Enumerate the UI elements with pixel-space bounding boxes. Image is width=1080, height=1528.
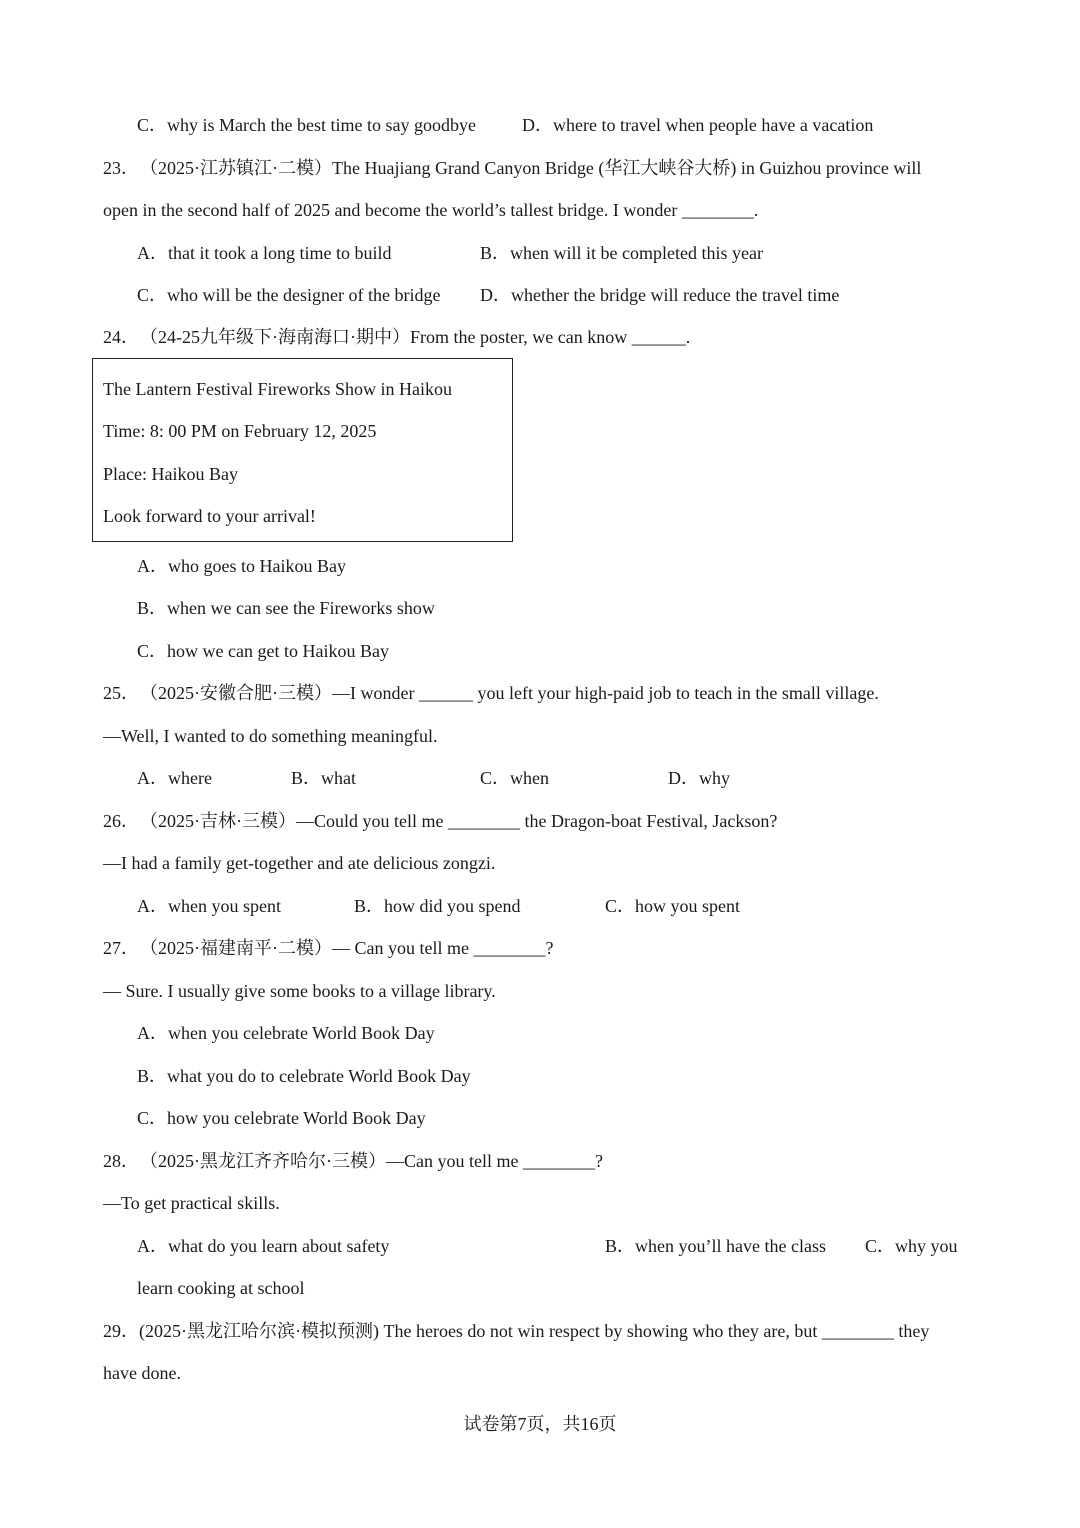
q23-option-c: C．who will be the designer of the bridge [137, 285, 441, 305]
q27-option-c: C．how you celebrate World Book Day [137, 1108, 426, 1128]
q24-option-a: A．who goes to Haikou Bay [137, 556, 346, 576]
q26-option-c: C．how you spent [605, 896, 740, 916]
q29-stem-line2: have done. [103, 1363, 181, 1383]
q25-number: 25． [103, 683, 139, 703]
q28-stem-line1: （2025·黑龙江齐齐哈尔·三模）—Can you tell me ________? [140, 1151, 603, 1171]
q27-number: 27． [103, 938, 139, 958]
fireworks-poster [92, 358, 513, 542]
q28-option-c-continued: learn cooking at school [137, 1278, 305, 1298]
q27-stem-line1: （2025·福建南平·二模）— Can you tell me ________? [140, 938, 554, 958]
q23-stem-line1: （2025·江苏镇江·二模）The Huajiang Grand Canyon Bridge (华江大峡谷大桥) in Guizhou province will [140, 158, 922, 178]
q22-option-c: C．why is March the best time to say goodbye [137, 115, 476, 135]
q24-number: 24． [103, 327, 139, 347]
q24-option-b: B．when we can see the Fireworks show [137, 598, 435, 618]
poster-title: The Lantern Festival Fireworks Show in Haikou [103, 379, 452, 399]
poster-place: Place: Haikou Bay [103, 464, 238, 484]
q23-option-a: A．that it took a long time to build [137, 243, 392, 263]
q24-stem: （24-25九年级下·海南海口·期中）From the poster, we can know ______. [140, 327, 691, 347]
q28-number: 28． [103, 1151, 139, 1171]
q28-stem-line2: —To get practical skills. [103, 1193, 280, 1213]
q29-stem-line1: 29．(2025·黑龙江哈尔滨·模拟预测) The heroes do not win respect by showing who they are, but ________ they [103, 1321, 930, 1341]
q23-number: 23． [103, 158, 139, 178]
q26-stem-line1: （2025·吉林·三模）—Could you tell me ________ the Dragon-boat Festival, Jackson? [140, 811, 778, 831]
q25-stem-line1: （2025·安徽合肥·三模）—I wonder ______ you left your high-paid job to teach in the small village. [140, 683, 879, 703]
q23-option-b: B．when will it be completed this year [480, 243, 763, 263]
q28-option-a: A．what do you learn about safety [137, 1236, 390, 1256]
q22-option-d: D．where to travel when people have a vacation [522, 115, 874, 135]
q28-option-c: C．why you [865, 1236, 958, 1256]
q25-stem-line2: —Well, I wanted to do something meaningful. [103, 726, 438, 746]
page-footer: 试卷第7页，共16页 [463, 1414, 617, 1434]
q23-option-d: D．whether the bridge will reduce the travel time [480, 285, 840, 305]
q23-stem-line2: open in the second half of 2025 and become the world’s tallest bridge. I wonder ________. [103, 200, 759, 220]
q27-stem-line2: — Sure. I usually give some books to a village library. [103, 981, 496, 1001]
q26-number: 26． [103, 811, 139, 831]
q25-option-b: B．what [291, 768, 356, 788]
q27-option-b: B．what you do to celebrate World Book Day [137, 1066, 471, 1086]
q24-option-c: C．how we can get to Haikou Bay [137, 641, 389, 661]
q26-option-a: A．when you spent [137, 896, 281, 916]
q25-option-c: C．when [480, 768, 549, 788]
q26-stem-line2: —I had a family get-together and ate delicious zongzi. [103, 853, 496, 873]
poster-time: Time: 8: 00 PM on February 12, 2025 [103, 421, 377, 441]
q25-option-a: A．where [137, 768, 212, 788]
q25-option-d: D．why [668, 768, 730, 788]
q26-option-b: B．how did you spend [354, 896, 521, 916]
q27-option-a: A．when you celebrate World Book Day [137, 1023, 435, 1043]
poster-closing: Look forward to your arrival! [103, 506, 316, 526]
q28-option-b: B．when you’ll have the class [605, 1236, 826, 1256]
